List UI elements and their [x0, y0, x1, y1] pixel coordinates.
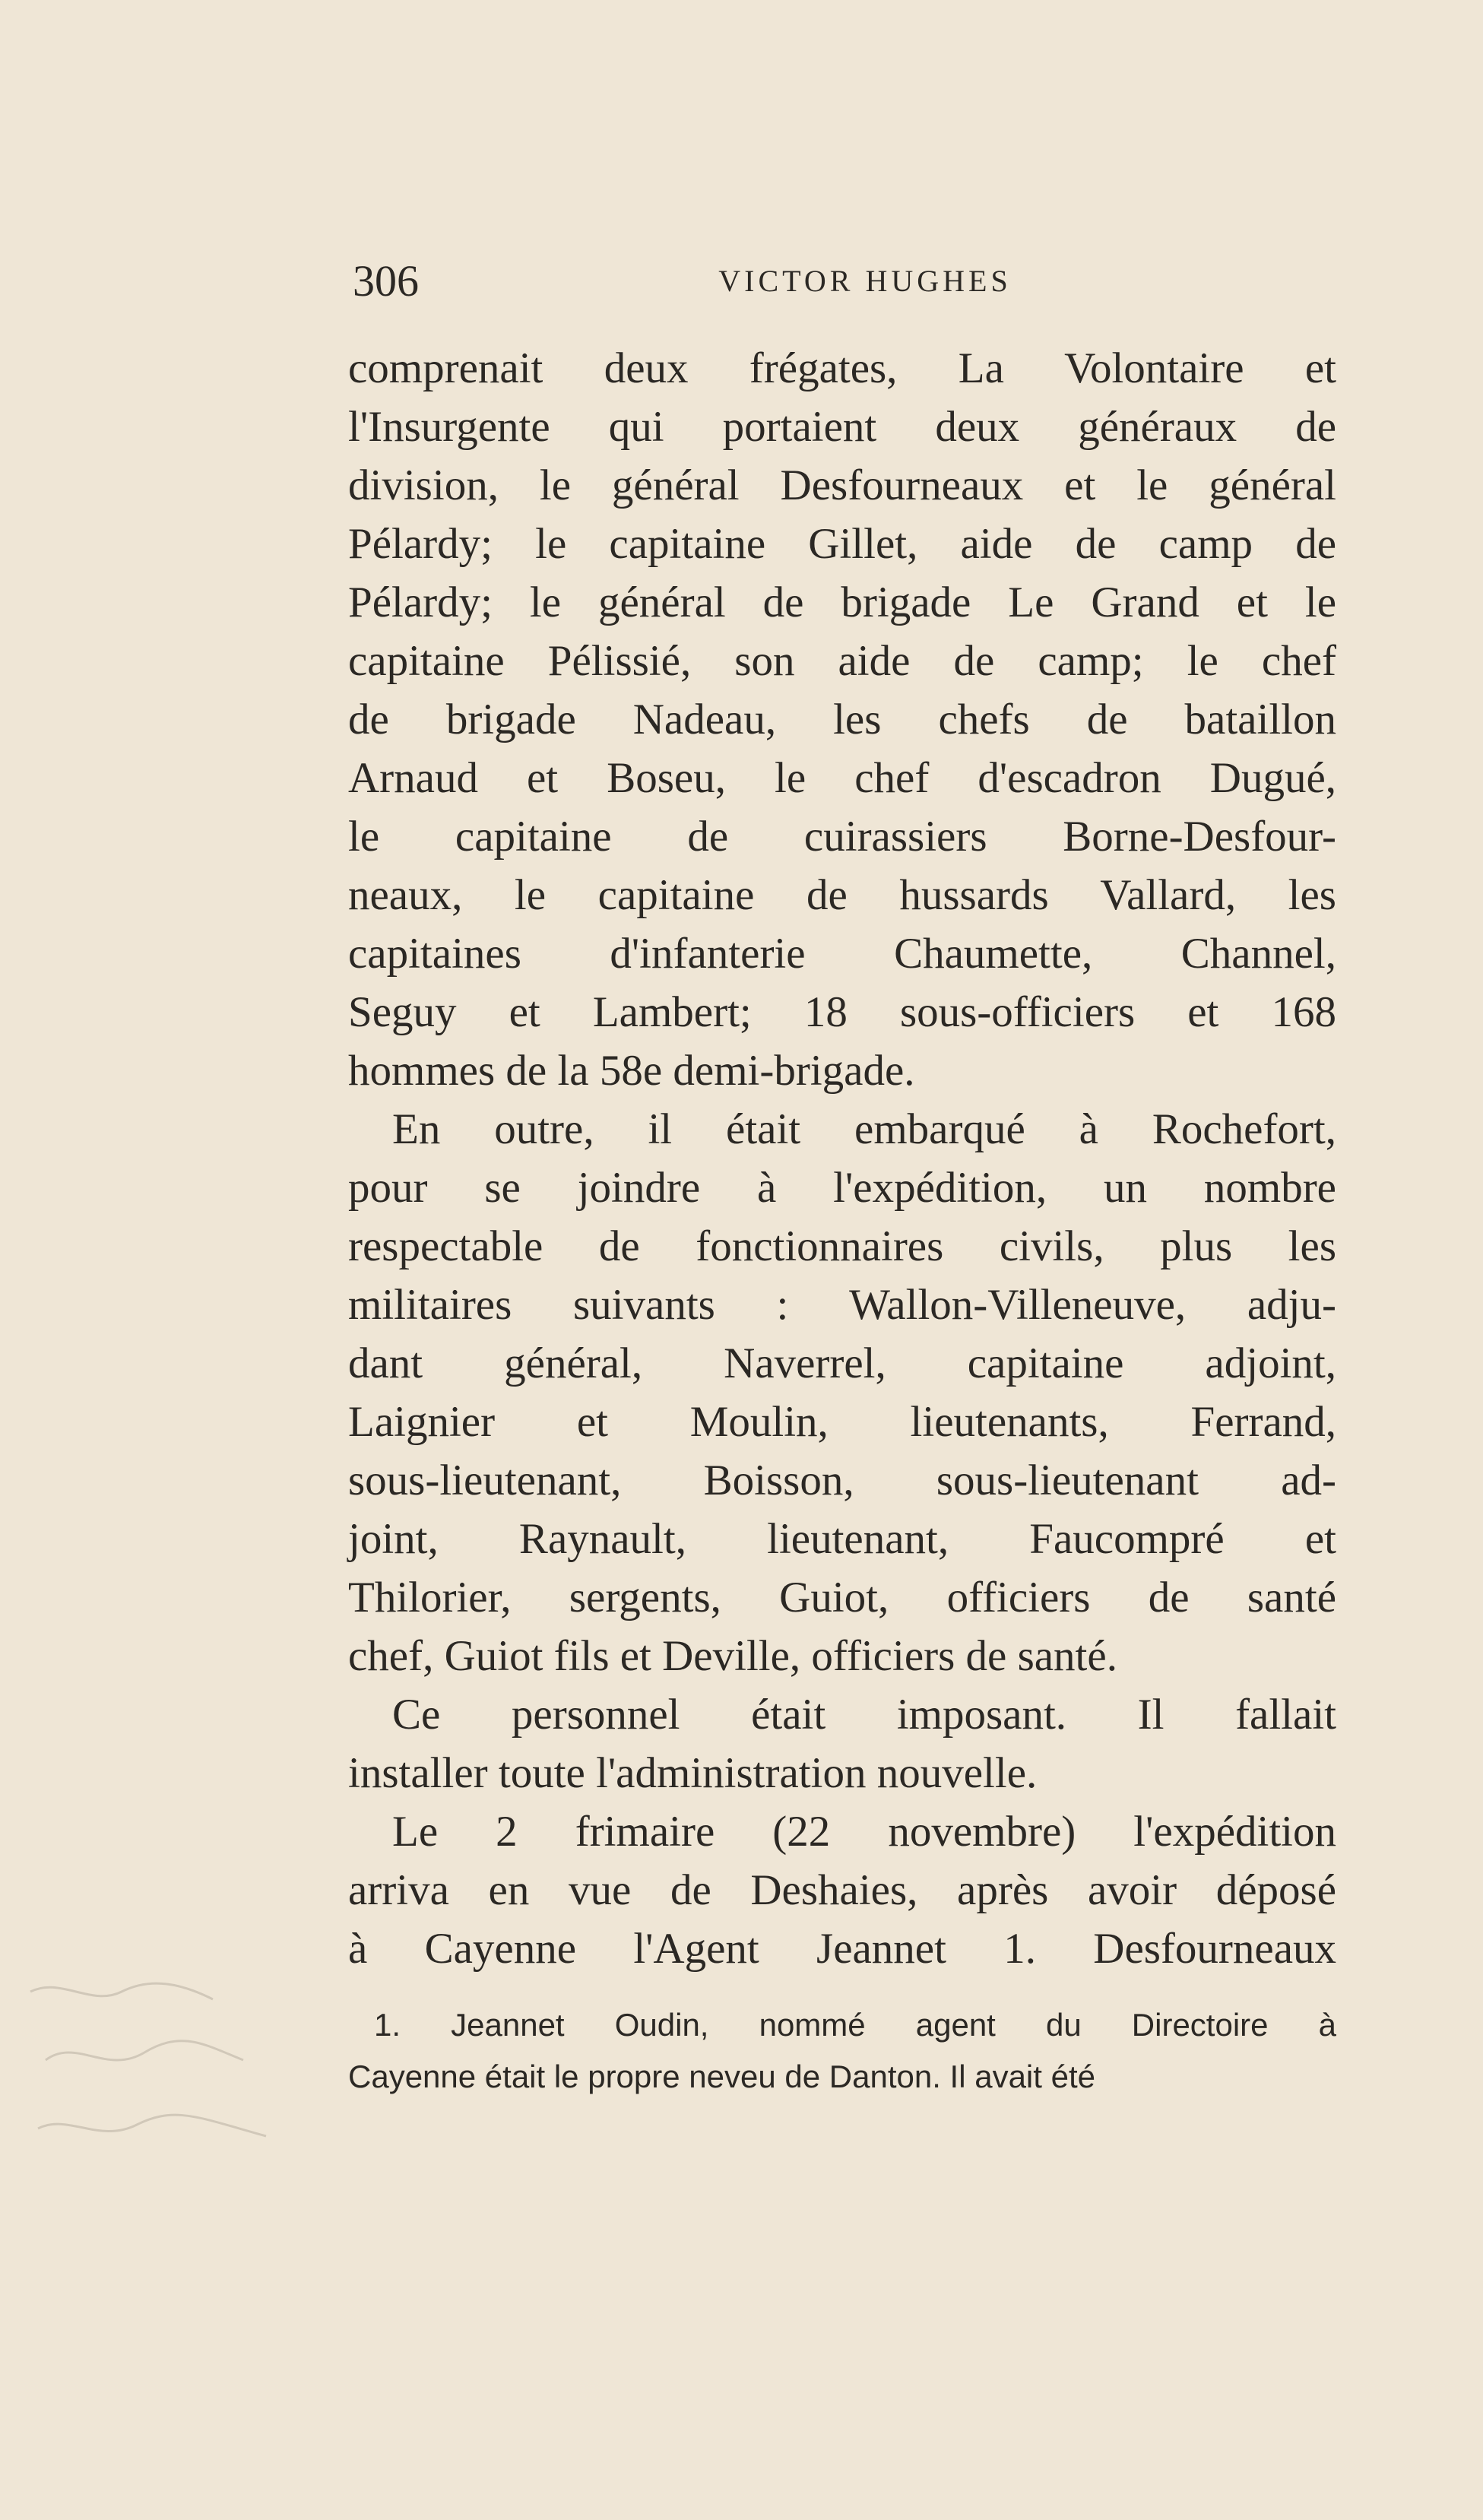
- text-line: capitaines d'infanterie Chaumette, Channel,: [348, 930, 1336, 978]
- text-line: comprenait deux frégates, La Volontaire et: [348, 344, 1336, 392]
- text-line: Pélardy; le général de brigade Le Grand et le: [348, 578, 1336, 626]
- text-line: Arnaud et Boseu, le chef d'escadron Dugué,: [348, 754, 1336, 802]
- text-line: chef, Guiot fils et Deville, officiers de santé.: [348, 1632, 1117, 1680]
- text-line: neaux, le capitaine de hussards Vallard, les: [348, 871, 1336, 919]
- footnote-separator: [348, 1978, 1336, 1999]
- footnote-line: Cayenne était le propre neveu de Danton. Il avait été: [348, 2059, 1095, 2094]
- text-line: Ce personnel était imposant. Il fallait: [392, 1691, 1336, 1739]
- text-line: hommes de la 58e demi-brigade.: [348, 1047, 915, 1095]
- text-line: division, le général Desfourneaux et le général: [348, 461, 1336, 509]
- text-line: Le 2 frimaire (22 novembre) l'expédition: [392, 1808, 1336, 1856]
- page-number: 306: [353, 256, 419, 306]
- footnote: [348, 1999, 1336, 2103]
- page: [348, 251, 1336, 2103]
- text-line: le capitaine de cuirassiers Borne-Desfour-: [348, 813, 1336, 861]
- text-line: capitaine Pélissié, son aide de camp; le chef: [348, 637, 1336, 685]
- text-line: militaires suivants : Wallon-Villeneuve, adju-: [348, 1281, 1336, 1329]
- text-line: de brigade Nadeau, les chefs de bataillon: [348, 696, 1336, 743]
- text-line: joint, Raynault, lieutenant, Faucompré et: [348, 1515, 1336, 1563]
- text-line: Thilorier, sergents, Guiot, officiers de santé: [348, 1574, 1336, 1621]
- running-title: VICTOR HUGHES: [718, 264, 1012, 298]
- paragraph: [348, 1100, 1336, 1685]
- text-line: à Cayenne l'Agent Jeannet 1. Desfourneaux: [348, 1925, 1336, 1973]
- text-line: installer toute l'administration nouvelle.: [348, 1749, 1038, 1797]
- text-line: Seguy et Lambert; 18 sous-officiers et 168: [348, 988, 1336, 1036]
- margin-scribble: [15, 1946, 289, 2174]
- text-line: En outre, il était embarqué à Rochefort,: [392, 1105, 1336, 1153]
- text-line: sous-lieutenant, Boisson, sous-lieutenant ad-: [348, 1457, 1336, 1504]
- text-line: respectable de fonctionnaires civils, plus les: [348, 1222, 1336, 1270]
- text-line: pour se joindre à l'expédition, un nombre: [348, 1164, 1336, 1212]
- running-head: [348, 251, 1336, 312]
- paragraph: [348, 1802, 1336, 1978]
- text-line: arriva en vue de Deshaies, après avoir déposé: [348, 1866, 1336, 1914]
- paragraph: [348, 339, 1336, 1100]
- body-text: [348, 339, 1336, 1978]
- footnote-line: 1. Jeannet Oudin, nommé agent du Directoire à: [374, 2007, 1336, 2043]
- text-line: Laignier et Moulin, lieutenants, Ferrand,: [348, 1398, 1336, 1446]
- text-line: l'Insurgente qui portaient deux généraux de: [348, 403, 1336, 451]
- paragraph: [348, 1685, 1336, 1802]
- text-line: dant général, Naverrel, capitaine adjoint,: [348, 1339, 1336, 1387]
- text-line: Pélardy; le capitaine Gillet, aide de camp de: [348, 520, 1336, 568]
